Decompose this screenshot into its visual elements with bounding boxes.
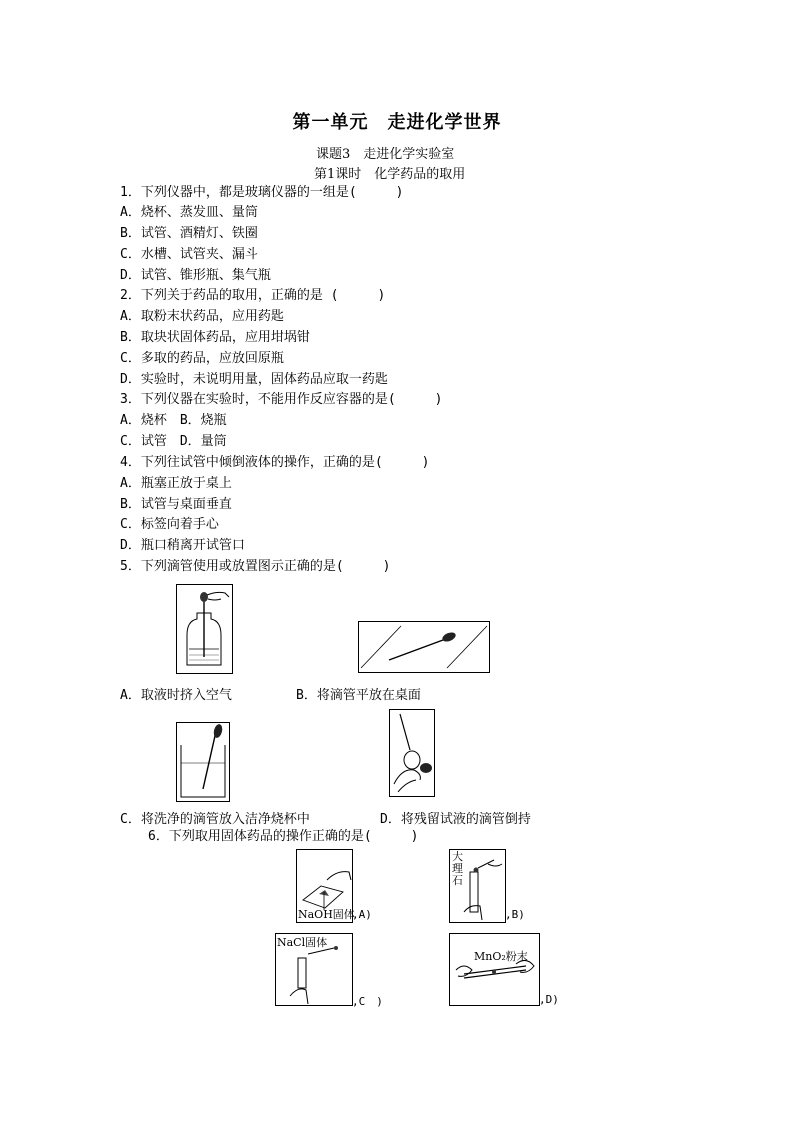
- question-2-option-d: D．实验时，未说明用量，固体药品应取一药匙: [120, 372, 388, 387]
- q5-figure-b-dropper-on-table: [358, 621, 490, 673]
- question-4-option-d: D．瓶口稍离开试管口: [120, 538, 245, 553]
- question-1-option-d: D．试管、锥形瓶、集气瓶: [120, 268, 271, 283]
- q6-figure-a: [296, 849, 353, 923]
- topic-title: 课题3 走进化学实验室: [316, 147, 455, 162]
- question-2-option-b: B．取块状固体药品，应用坩埚钳: [120, 330, 310, 345]
- q6-suffix-b: ,B): [505, 908, 525, 921]
- question-1-option-b: B．试管、酒精灯、铁圈: [120, 226, 258, 241]
- lesson-title: 第1课时 化学药品的取用: [314, 167, 466, 182]
- question-4-stem: 4．下列往试管中倾倒液体的操作，正确的是( ): [120, 455, 430, 470]
- question-3-option-cd: C．试管 D．量筒: [120, 434, 227, 449]
- question-4-option-c: C．标签向着手心: [120, 517, 219, 532]
- q5-caption-d: D．将残留试液的滴管倒持: [380, 812, 531, 827]
- question-6-stem: 6．下列取用固体药品的操作正确的是( ): [148, 829, 419, 844]
- question-3-stem: 3．下列仪器在实验时，不能用作反应容器的是( ): [120, 392, 443, 407]
- q6-suffix-a: ,A): [352, 908, 372, 921]
- question-4-option-b: B．试管与桌面垂直: [120, 497, 232, 512]
- q6-figure-b: [449, 849, 506, 923]
- q6-suffix-d: ,D): [539, 993, 559, 1006]
- question-3-option-ab: A．烧杯 B．烧瓶: [120, 413, 227, 428]
- question-1-stem: 1．下列仪器中，都是玻璃仪器的一组是( ): [120, 185, 404, 200]
- question-1-option-a: A．烧杯、蒸发皿、量筒: [120, 205, 258, 220]
- q6-figure-d: [449, 933, 540, 1006]
- q5-caption-c: C．将洗净的滴管放入洁净烧杯中: [120, 812, 310, 827]
- q5-figure-c-dropper-in-beaker: [176, 722, 230, 802]
- q5-caption-a: A．取液时挤入空气: [120, 688, 232, 703]
- q6-figure-c-label: NaCl固体: [277, 936, 328, 949]
- unit-title: 第一单元 走进化学世界: [292, 112, 502, 133]
- q6-suffix-c: ,C ): [352, 995, 383, 1008]
- question-1-option-c: C．水槽、试管夹、漏斗: [120, 247, 258, 262]
- q5-figure-a-dropper-in-bottle: [176, 584, 233, 674]
- q6-figure-c: [275, 933, 353, 1006]
- question-5-stem: 5．下列滴管使用或放置图示正确的是( ): [120, 559, 391, 574]
- q5-figure-d-dropper-inverted: [389, 709, 435, 797]
- question-2-option-a: A．取粉末状药品，应用药匙: [120, 309, 284, 324]
- question-2-stem: 2．下列关于药品的取用，正确的是 ( ): [120, 288, 386, 303]
- q6-figure-d-label: MnO₂粉末: [474, 950, 528, 963]
- q6-figure-a-label: NaOH固体: [298, 908, 355, 921]
- q5-caption-b: B．将滴管平放在桌面: [296, 688, 421, 703]
- question-4-option-a: A．瓶塞正放于桌上: [120, 476, 232, 491]
- q6-figure-b-label: 大理石: [452, 850, 463, 887]
- question-2-option-c: C．多取的药品，应放回原瓶: [120, 351, 284, 366]
